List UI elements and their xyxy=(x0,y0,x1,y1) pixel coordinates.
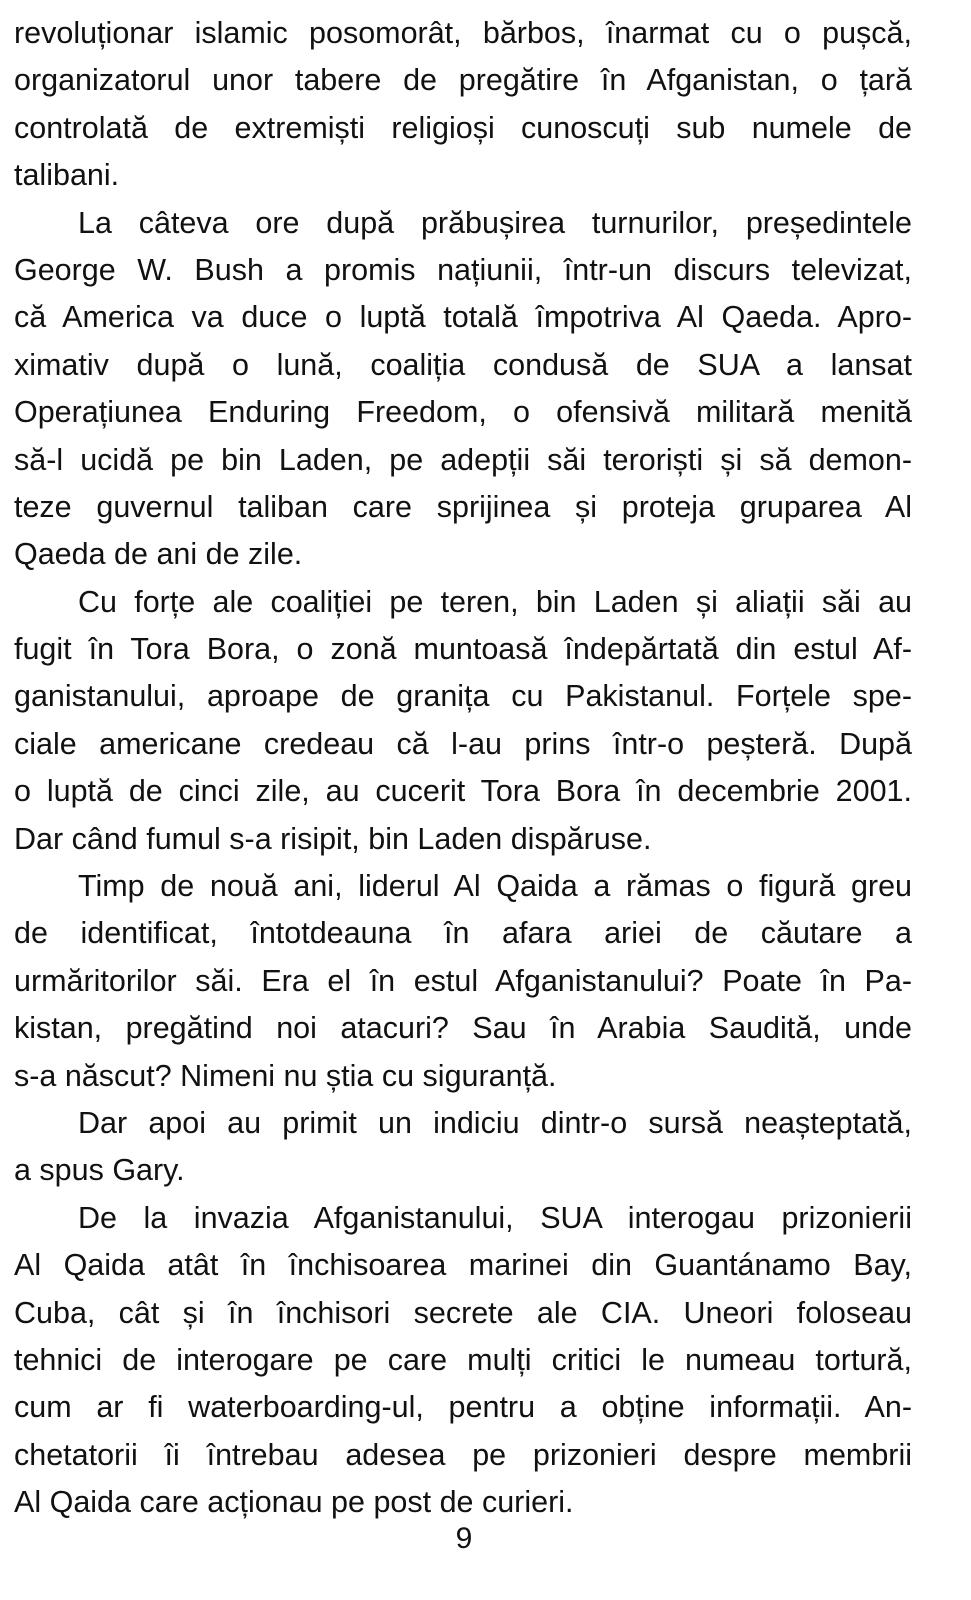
text-line: controlată de extremiști religioși cunoscuți sub numele de xyxy=(14,110,912,145)
text-line: urmăritorilor săi. Era el în estul Afganistanului? Poate în Pa- xyxy=(14,963,912,998)
text-line: de identificat, întotdeauna în afara ariei de căutare a xyxy=(14,916,912,951)
text-line: Qaeda de ani de zile. xyxy=(14,537,303,572)
text-line: Dar apoi au primit un indiciu dintr-o sursă neașteptată, xyxy=(78,1105,912,1140)
text-line: kistan, pregătind noi atacuri? Sau în Arabia Saudită, unde xyxy=(14,1011,912,1046)
text-line: fugit în Tora Bora, o zonă muntoasă îndepărtată din estul Af- xyxy=(14,632,912,667)
page-body xyxy=(14,10,912,1527)
page-number: 9 xyxy=(455,1522,473,1555)
text-line: Cu forțe ale coaliției pe teren, bin Laden și aliații săi au xyxy=(78,584,912,619)
text-line: că America va duce o luptă totală împotriva Al Qaeda. Apro- xyxy=(14,300,912,335)
text-line: Operațiunea Enduring Freedom, o ofensivă militară menită xyxy=(14,395,912,430)
text-line: tehnici de interogare pe care mulți critici le numeau tortură, xyxy=(14,1342,912,1377)
text-line: Timp de nouă ani, liderul Al Qaida a rămas o figură greu xyxy=(78,869,912,904)
text-line: teze guvernul taliban care sprijinea și proteja gruparea Al xyxy=(14,489,912,524)
text-line: ciale americane credeau că l-au prins într-o peșteră. După xyxy=(14,726,912,761)
text-line: revoluționar islamic posomorât, bărbos, înarmat cu o pușcă, xyxy=(14,16,912,50)
text-line: cum ar fi waterboarding-ul, pentru a obține informații. An- xyxy=(14,1390,912,1425)
text-line: Al Qaida atât în închisoarea marinei din Guantánamo Bay, xyxy=(14,1248,912,1283)
text-line: s-a născut? Nimeni nu știa cu siguranță. xyxy=(14,1058,557,1093)
text-line: organizatorul unor tabere de pregătire în Afganistan, o țară xyxy=(14,63,912,98)
text-line: talibani. xyxy=(14,158,120,193)
text-line: George W. Bush a promis națiunii, într-un discurs televizat, xyxy=(14,252,912,287)
text-line: a spus Gary. xyxy=(14,1153,185,1188)
text-line: Al Qaida care acționau pe post de curieri. xyxy=(14,1485,574,1520)
text-line: o luptă de cinci zile, au cucerit Tora Bora în decembrie 2001. xyxy=(14,774,912,809)
text-line: De la invazia Afganistanului, SUA interogau prizonierii xyxy=(78,1200,912,1235)
text-line: ximativ după o lună, coaliția condusă de SUA a lansat xyxy=(14,347,912,382)
text-line: ganistanului, aproape de granița cu Pakistanul. Forțele spe- xyxy=(14,679,912,714)
text-line: chetatorii îi întrebau adesea pe prizonieri despre membrii xyxy=(14,1437,912,1472)
text-line: Dar când fumul s-a risipit, bin Laden dispăruse. xyxy=(14,821,652,856)
text-line: Cuba, cât și în închisori secrete ale CIA. Uneori foloseau xyxy=(14,1295,912,1330)
text-line: să-l ucidă pe bin Laden, pe adepții săi teroriști și să demon- xyxy=(14,442,912,477)
text-line: La câteva ore după prăbușirea turnurilor, președintele xyxy=(78,205,912,240)
